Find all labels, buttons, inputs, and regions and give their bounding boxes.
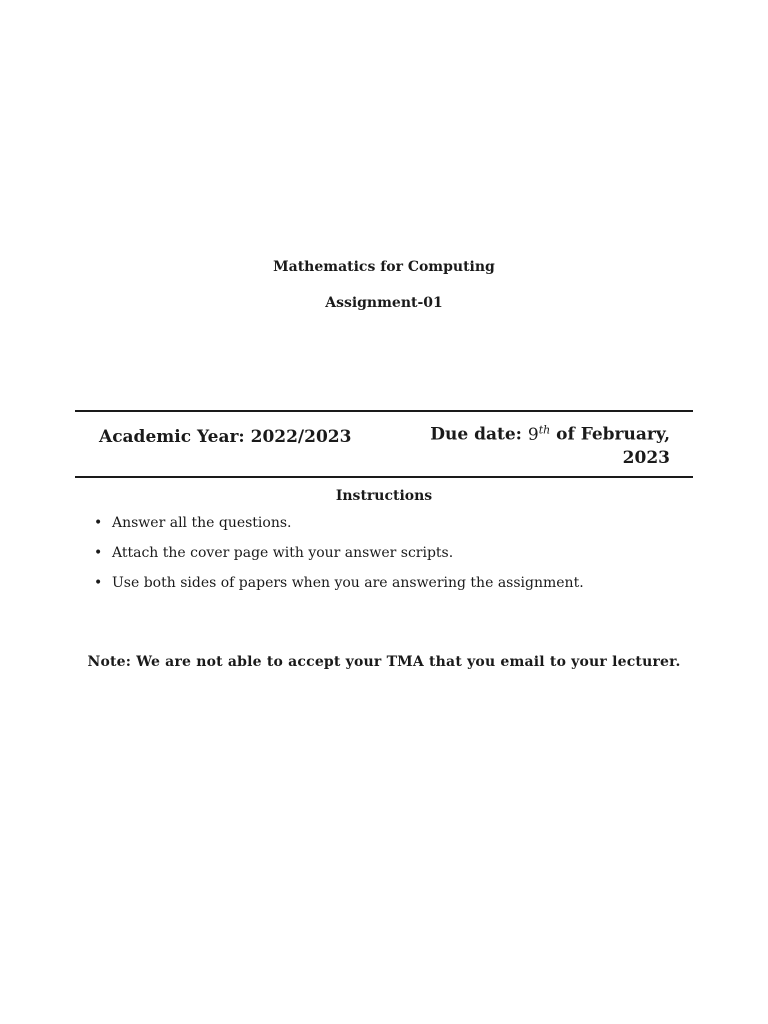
due-label: Due date: [430,424,522,445]
bullet-icon: • [94,515,103,531]
top-divider [75,410,693,412]
assignment-title: Assignment-01 [325,295,443,311]
list-item [94,545,584,575]
due-date-line-1 [370,418,670,447]
bullet-icon: • [94,575,103,591]
note-text: Note: We are not able to accept your TMA that you email to your lecturer. [87,654,681,670]
instruction-list [94,515,584,605]
instruction-text: Answer all the questions. [112,515,292,531]
due-year: 2023 [622,447,670,468]
bottom-divider [75,476,693,478]
due-month: of February, [556,424,670,445]
instructions-heading: Instructions [335,488,433,504]
instruction-text: Use both sides of papers when you are answering the assignment. [112,575,584,591]
course-title: Mathematics for Computing [273,259,495,275]
bullet-icon: • [94,545,103,561]
due-day [528,425,550,445]
list-item [94,515,584,545]
due-day-suffix: th [538,423,551,436]
due-day-number: 9 [527,424,539,445]
list-item [94,575,584,605]
due-date [370,418,670,470]
instruction-text: Attach the cover page with your answer scripts. [112,545,454,561]
academic-year: Academic Year: 2022/2023 [99,427,352,447]
